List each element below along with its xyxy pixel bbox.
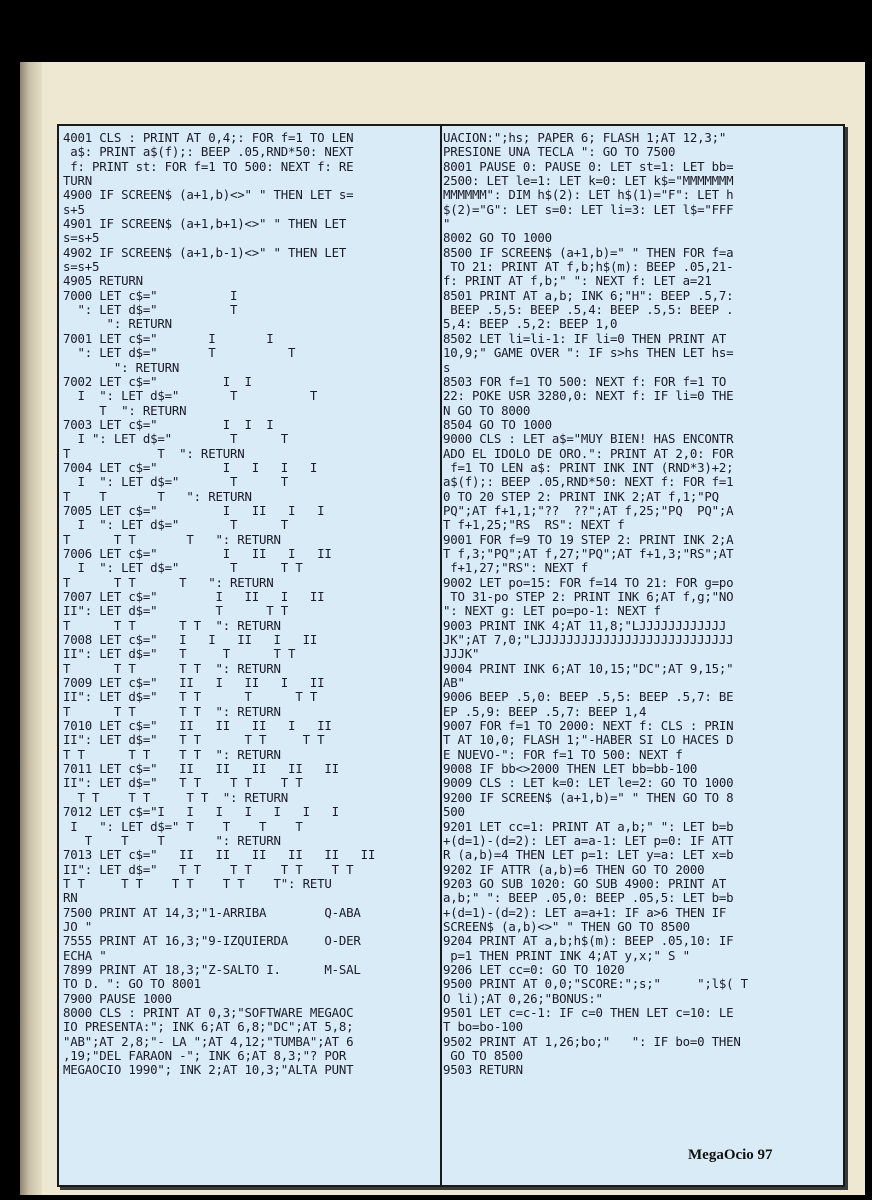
listing-column-left [63,131,441,1177]
page-folio: MegaOcio 97 [688,1147,773,1163]
basic-code-left: 4001 CLS : PRINT AT 0,4;: FOR f=1 TO LEN a$: PRINT a$(f);: BEEP .05,RND*50: NEXT f: PRINT st: FOR f=1 TO 500: NEXT f: RE TURN 4900 IF SCREEN$ (a+1,b)<>" " THEN LET s= s+5 4901 IF SCREEN$ (a+1,b+1)<>" " THEN LET s=s+5 4902 IF SCREEN$ (a+1,b-1)<>" " THEN LET s=s+5 4905 RETURN 7000 LET c$=" I ": LET d$=" T ": RETURN 7001 LET c$=" I I ": LET d$=" T T ": RETURN 7002 LET c$=" I I I ": LET d$=" T T T ": RETURN 7003 LET c$=" I I I I ": LET d$=" T T T T ": RETURN 7004 LET c$=" I I I I I ": LET d$=" T T T T T ": RETURN 7005 LET c$=" I II I I I ": LET d$=" T T T T T T ": RETURN 7006 LET c$=" I II I II I ": LET d$=" T T T T T T T ": RETURN 7007 LET c$=" I II I II II": LET d$=" T T T T T T T T ": RETURN 7008 LET c$=" I I II I II II": LET d$=" T T T T T T T T T ": RETURN 7009 LET c$=" II I II I II II": LET d$=" T T T T T T T T T T ": RETURN 7010 LET c$=" II II II I II II": LET d$=" T T T T T T T T T T T T ": RETURN 7011 LET c$=" II II II II II II": LET d$=" T T T T T T T T T T T T ": RETURN 7012 LET c$="I I I I I I I I ": LET d$=" T T T T T T T ": RETURN 7013 LET c$=" II II II II II II II": LET d$=" T T T T T T T T T T T T T T T T T": RETU RN 7500 PRINT AT 14,3;"1-ARRIBA Q-ABA JO " 7555 PRINT AT 16,3;"9-IZQUIERDA O-DER ECHA " 7899 PRINT AT 18,3;"Z-SALTO I. M-SAL TO D. ": GO TO 8001 7900 PAUSE 1000 8000 CLS : PRINT AT 0,3;"SOFTWARE MEGAOC IO PRESENTA:"; INK 6;AT 6,8;"DC";AT 5,8; "AB";AT 2,8;"- LA ";AT 4,12;"TUMBA";AT 6 ,19;"DEL FARAON -"; INK 6;AT 8,3;"? POR MEGAOCIO 1990"; INK 2;AT 10,3;"ALTA PUNT [63,131,376,1078]
magazine-page [20,62,865,1195]
listing-column-right [443,131,841,1177]
basic-code-right: UACION:";hs; PAPER 6; FLASH 1;AT 12,3;" PRESIONE UNA TECLA ": GO TO 7500 8001 PAUSE 0: PAUSE 0: LET st=1: LET bb= 2500: LET le=1: LET k=0: LET k$="MMMMMMM MMMMMM": DIM h$(2): LET h$(1)="F": LET h $(2)="G": LET s=0: LET li=3: LET l$="FFF " 8002 GO TO 1000 8500 IF SCREEN$ (a+1,b)=" " THEN FOR f=a TO 21: PRINT AT f,b;h$(m): BEEP .05,21- f: PRINT AT f,b;" ": NEXT f: LET a=21 8501 PRINT AT a,b; INK 6;"H": BEEP .5,7: BEEP .5,5: BEEP .5,4: BEEP .5,5: BEEP . 5,4: BEEP .5,2: BEEP 1,0 8502 LET li=li-1: IF li=0 THEN PRINT AT 10,9;" GAME OVER ": IF s>hs THEN LET hs= s 8503 FOR f=1 TO 500: NEXT f: FOR f=1 TO 22: POKE USR 3280,0: NEXT f: IF li=0 THE N GO TO 8000 8504 GO TO 1000 9000 CLS : LET a$="MUY BIEN! HAS ENCONTR ADO EL IDOLO DE ORO.": PRINT AT 2,0: FOR f=1 TO LEN a$: PRINT INK INT (RND*3)+2; a$(f);: BEEP .05,RND*50: NEXT f: FOR f=1 0 TO 20 STEP 2: PRINT INK 2;AT f,1;"PQ PQ";AT f+1,1;"?? ??";AT f,25;"PQ PQ";A T f+1,25;"RS RS": NEXT f 9001 FOR f=9 TO 19 STEP 2: PRINT INK 2;A T f,3;"PQ";AT f,27;"PQ";AT f+1,3;"RS";AT f+1,27;"RS": NEXT f 9002 LET po=15: FOR f=14 TO 21: FOR g=po TO 31-po STEP 2: PRINT INK 6;AT f,g;"NO ": NEXT g: LET po=po-1: NEXT f 9003 PRINT INK 4;AT 11,8;"LJJJJJJJJJJJJ JK";AT 7,0;"LJJJJJJJJJJJJJJJJJJJJJJJJJJJ JJJK" 9004 PRINT INK 6;AT 10,15;"DC";AT 9,15;" AB" 9006 BEEP .5,0: BEEP .5,5: BEEP .5,7: BE EP .5,9: BEEP .5,7: BEEP 1,4 9007 FOR f=1 TO 2000: NEXT f: CLS : PRIN T AT 10,0; FLASH 1;"-HABER SI LO HACES D E NUEVO-": FOR f=1 TO 500: NEXT f 9008 IF bb<>2000 THEN LET bb=bb-100 9009 CLS : LET k=0: LET le=2: GO TO 1000 9200 IF SCREEN$ (a+1,b)=" " THEN GO TO 8 500 9201 LET cc=1: PRINT AT a,b;" ": LET b=b +(d=1)-(d=2): LET a=a-1: LET p=0: IF ATT R (a,b)=4 THEN LET p=1: LET y=a: LET x=b 9202 IF ATTR (a,b)=6 THEN GO TO 2000 9203 GO SUB 1020: GO SUB 4900: PRINT AT a,b;" ": BEEP .05,0: BEEP .05,5: LET b=b +(d=1)-(d=2): LET a=a+1: IF a>6 THEN IF SCREEN$ (a,b)<>" " THEN GO TO 8500 9204 PRINT AT a,b;h$(m): BEEP .05,10: IF p=1 THEN PRINT INK 4;AT y,x;" S " 9206 LET cc=0: GO TO 1020 9500 PRINT AT 0,0;"SCORE:";s;" ";l$( T O li);AT 0,26;"BONUS:" 9501 LET c=c-1: IF c=0 THEN LET c=10: LE T bo=bo-100 9502 PRINT AT 1,26;bo;" ": IF bo=0 THEN GO TO 8500 9503 RETURN [443,131,748,1078]
program-listing-panel [57,124,845,1187]
column-divider [440,126,442,1185]
